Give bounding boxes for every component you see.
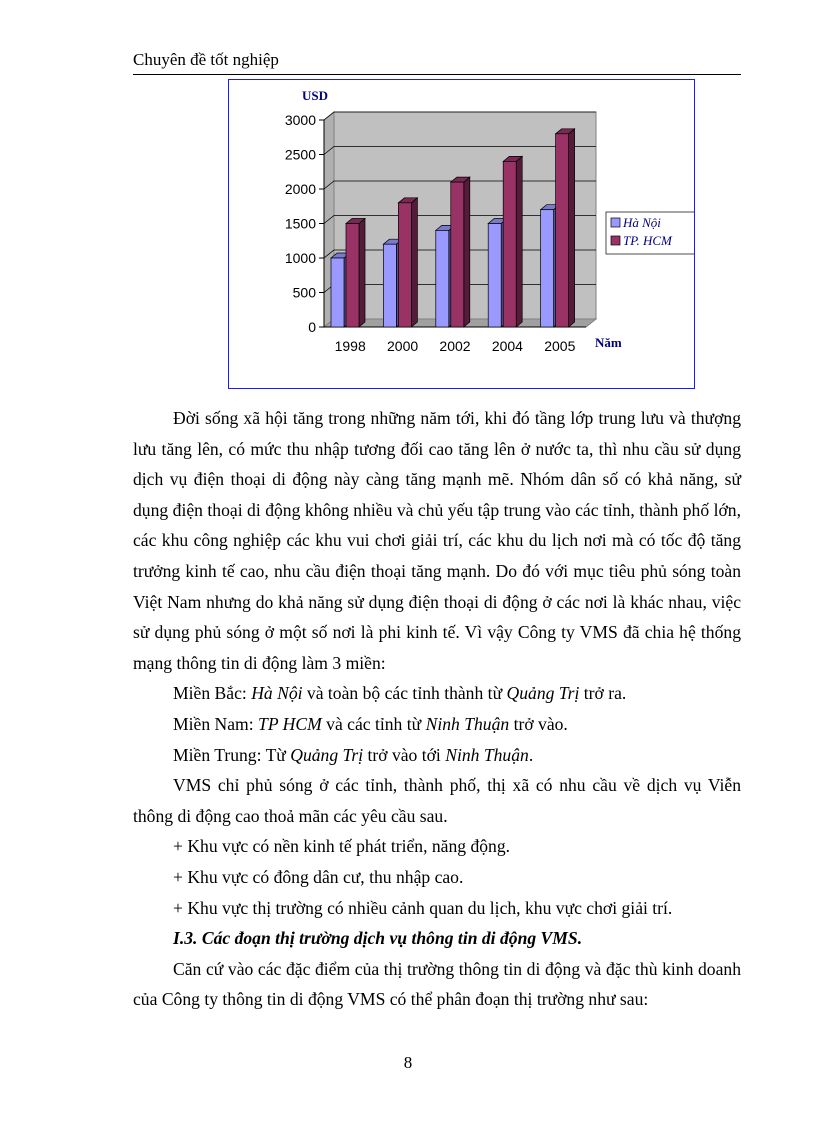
- chart-bar: [556, 134, 569, 327]
- region-south-e: trở vào.: [509, 713, 568, 734]
- chart-legend: [606, 212, 694, 254]
- chart-legend-label: Hà Nội: [623, 215, 661, 230]
- chart-frame: [228, 79, 695, 389]
- region-central: [133, 740, 741, 771]
- chart-y-tick-label: 1500: [284, 215, 316, 232]
- chart-bar: [346, 224, 359, 328]
- chart-x-tick-label: 2005: [544, 338, 576, 354]
- region-south: [133, 709, 741, 740]
- chart-x-axis-title: Năm: [595, 335, 622, 350]
- chart-y-tick-label: 2000: [284, 181, 316, 197]
- chart-bar: [488, 224, 501, 328]
- body-text: [133, 403, 741, 1015]
- region-south-c: và các tỉnh từ: [321, 713, 426, 734]
- region-north-b: Hà Nội: [251, 683, 303, 704]
- chart-bar: [541, 210, 554, 327]
- region-north-a: Miền Bắc:: [173, 683, 252, 704]
- chart-legend-label: TP. HCM: [623, 233, 672, 248]
- chart-bar: [398, 203, 411, 327]
- region-south-a: Miền Nam:: [173, 713, 259, 734]
- page-header: Chuyên đề tốt nghiệp: [133, 50, 279, 69]
- chart-y-tick-label: 1000: [284, 250, 316, 266]
- region-north: [133, 678, 741, 709]
- chart-y-tick-label: 500: [292, 284, 316, 301]
- chart-bar-side: [569, 129, 575, 327]
- region-central-b: Quảng Trị: [290, 744, 364, 765]
- chart-y-tick-label: 0: [308, 319, 316, 335]
- region-north-c: và toàn bộ các tỉnh thành từ: [302, 683, 507, 704]
- region-central-c: trở vào tới: [363, 744, 446, 765]
- chart-bar: [331, 258, 344, 327]
- region-central-d: Ninh Thuận: [445, 744, 529, 765]
- chart-bar: [503, 161, 516, 327]
- paragraph-1: Đời sống xã hội tăng trong những năm tới, khi đó tầng lớp trung lưu và thượng lưu tăng lên, có mức thu nhập tương đối cao tăng lên ở nước ta, thì nhu cầu sử dụng dịch vụ điện thoại di động này càng tăng mạnh mẽ. Nhóm dân số có khả năng, sử dụng điện thoại di động không nhiều và chủ yếu tập trung vào các tỉnh, thành phố lớn, các khu công nghiệp các khu vui chơi giải trí, các khu du lịch nơi mà có tốc độ tăng trưởng kinh tế cao, nhu cầu điện thoại tăng mạnh. Do đó với mục tiêu phủ sóng toàn Việt Nam nhưng do khả năng sử dụng điện thoại di động ở các nơi là khác nhau, việc sử dụng phủ sóng ở một số nơi là phi kinh tế. Vì vậy Công ty VMS đã chia hệ thống mạng thông tin di động làm 3 miền:: [133, 408, 741, 673]
- region-north-e: trở ra.: [579, 683, 627, 704]
- region-central-a: Miền Trung: Từ: [173, 744, 291, 765]
- chart-bar: [436, 230, 449, 327]
- bullet-3: + Khu vực thị trường có nhiều cảnh quan du lịch, khu vực chơi giải trí.: [173, 897, 673, 918]
- paragraph-2: VMS chỉ phủ sóng ở các tỉnh, thành phố, thị xã có nhu cầu về dịch vụ Viễn thông di động cao thoả mãn các yêu cầu sau.: [133, 775, 741, 826]
- chart-y-axis-title: USD: [302, 88, 329, 103]
- chart-bar-side: [411, 198, 417, 327]
- chart-x-tick-label: 2002: [439, 338, 471, 354]
- region-central-e: .: [528, 744, 534, 765]
- paragraph-3: Căn cứ vào các đặc điểm của thị trường thông tin di động và đặc thù kinh doanh của Công ty thông tin di động VMS có thể phân đoạn thị trường như sau:: [133, 958, 741, 1010]
- bar-chart: [229, 80, 694, 388]
- chart-legend-swatch: [611, 218, 620, 227]
- bullet-1: + Khu vực có nền kinh tế phát triển, năng động.: [173, 836, 511, 857]
- chart-y-tick-label: 3000: [284, 112, 316, 128]
- chart-x-tick-label: 1998: [334, 338, 366, 354]
- bullet-2: + Khu vực có đông dân cư, thu nhập cao.: [173, 866, 464, 887]
- chart-x-tick-label: 2004: [491, 338, 523, 354]
- header-divider: [133, 74, 741, 75]
- chart-bar-side: [516, 156, 522, 327]
- chart-y-tick-label: 2500: [284, 146, 316, 163]
- page-number: 8: [403, 1053, 413, 1072]
- region-south-b: TP HCM: [258, 713, 322, 734]
- region-south-d: Ninh Thuận: [425, 713, 510, 734]
- region-north-d: Quảng Trị: [506, 683, 580, 704]
- chart-x-tick-label: 2000: [387, 338, 419, 354]
- chart-bar: [451, 182, 464, 327]
- chart-legend-swatch: [611, 236, 620, 245]
- section-heading: I.3. Các đoạn thị trường dịch vụ thông tin di động VMS.: [173, 928, 583, 949]
- chart-bar-side: [464, 177, 470, 327]
- chart-bar-side: [359, 219, 365, 328]
- chart-bar: [383, 244, 396, 327]
